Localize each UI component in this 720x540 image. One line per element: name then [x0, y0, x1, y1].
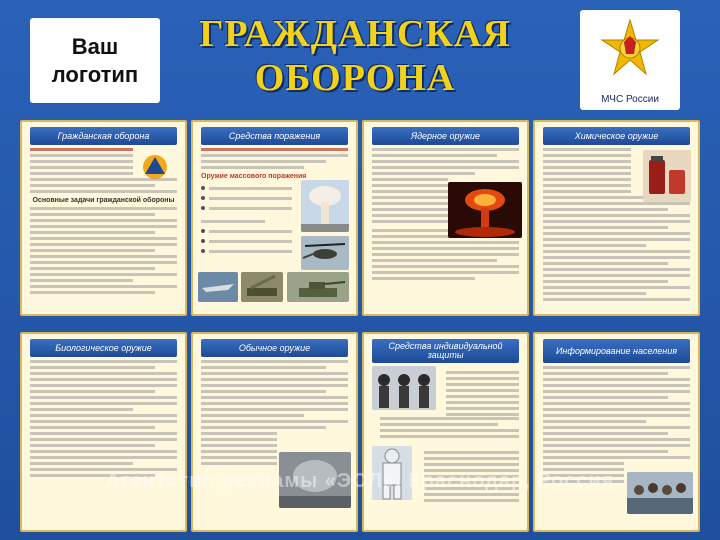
poster-title — [180, 12, 530, 100]
panel-subtitle: Основные задачи гражданской обороны — [32, 197, 175, 204]
nuclear-explosion-icon — [448, 182, 522, 238]
logo-placeholder — [30, 18, 160, 103]
bottom-panels-row — [20, 332, 700, 532]
civil-defense-triangle-icon — [140, 152, 170, 180]
panel-biological — [20, 332, 187, 532]
panel-nuclear — [362, 120, 529, 316]
mushroom-cloud-icon — [301, 180, 349, 232]
panel-title: Гражданская оборона — [30, 127, 177, 145]
watermark: Агентство рекламы «ЭОЛ», Краснодар, Россия — [105, 470, 615, 492]
chemical-jars-icon — [643, 150, 691, 202]
panel-text-upper — [446, 368, 519, 419]
panel-text — [543, 366, 690, 483]
panel-civil-defense — [20, 120, 187, 316]
mchs-emblem — [580, 10, 680, 110]
aircraft-icon — [198, 272, 238, 302]
logo-line-2: логотип — [51, 61, 139, 87]
logo-line-1: Ваш — [71, 33, 119, 59]
panel-title: Средства индивидуальной защиты — [372, 339, 519, 363]
panel-subtitle: Оружие массового поражения — [201, 173, 307, 180]
top-panels-row — [20, 120, 700, 316]
panel-protective-equipment — [362, 332, 529, 532]
panel-title: Ядерное оружие — [372, 127, 519, 145]
panel-title: Обычное оружие — [201, 339, 348, 357]
panel-weapons — [191, 120, 358, 316]
panel-text — [201, 360, 348, 465]
tank-icon — [287, 272, 349, 302]
panel-title: Средства поражения — [201, 127, 348, 145]
panel-conventional — [191, 332, 358, 532]
emblem-caption: МЧС России — [601, 94, 659, 105]
panel-public-warning — [533, 332, 700, 532]
panel-title: Информирование населения — [543, 339, 690, 363]
gas-mask-group-icon — [372, 366, 436, 410]
panel-title: Биологическое оружие — [30, 339, 177, 357]
panel-text-middle — [380, 414, 519, 441]
helicopter-icon — [301, 236, 349, 270]
missile-launcher-icon — [241, 272, 283, 302]
title-line-1: ГРАЖДАНСКАЯ — [199, 13, 511, 55]
title-line-2: ОБОРОНА — [254, 57, 456, 99]
panel-chemical — [533, 120, 700, 316]
mchs-star-emblem-icon — [600, 18, 660, 82]
panel-text — [30, 360, 177, 477]
panel-title: Химическое оружие — [543, 127, 690, 145]
